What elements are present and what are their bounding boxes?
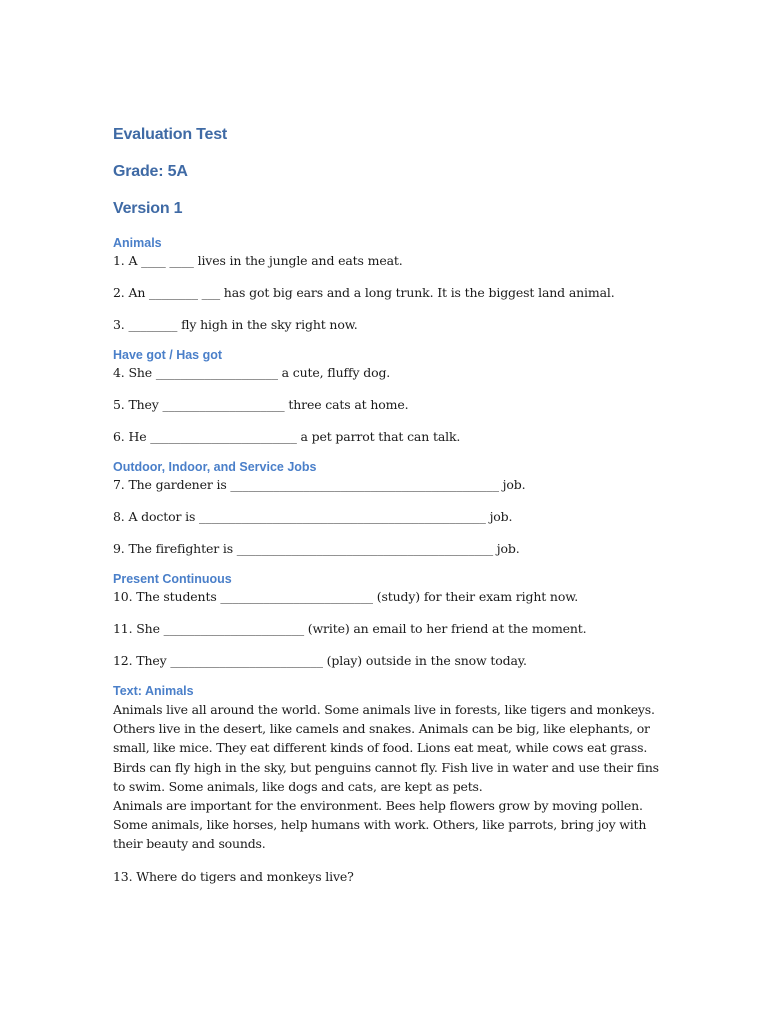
question-7: 7. The gardener is ____________________________________________ job.: [113, 477, 526, 492]
document-title: Evaluation Test: [113, 126, 228, 143]
question-12: 12. They _________________________ (play) outside in the snow today.: [113, 653, 527, 668]
question-13: 13. Where do tigers and monkeys live?: [113, 868, 354, 884]
question-8: 8. A doctor is _______________________________________________ job.: [113, 509, 513, 524]
reading-paragraph-2: Animals are important for the environment. Bees help flowers grow by moving pollen. Some animals, like horses, help humans with work. Others, like parrots, bring joy with their beauty and sounds.: [113, 798, 647, 852]
question-10: 10. The students _________________________ (study) for their exam right now.: [113, 589, 579, 604]
question-5: 5. They ____________________ three cats at home.: [113, 397, 409, 412]
question-4: 4. She ____________________ a cute, fluffy dog.: [113, 365, 391, 380]
section-heading-text-animals: Text: Animals: [113, 684, 194, 698]
version-heading: Version 1: [113, 200, 183, 217]
question-3: 3. ________ fly high in the sky right now.: [113, 317, 358, 332]
grade-heading: Grade: 5A: [113, 163, 188, 180]
question-2: 2. An ________ ___ has got big ears and a long trunk. It is the biggest land animal.: [113, 285, 615, 300]
question-1: 1. A ____ ____ lives in the jungle and eats meat.: [113, 253, 403, 268]
reading-paragraph-1: Animals live all around the world. Some animals live in forests, like tigers and monkeys. Others live in the desert, like camels and snakes. Animals can be big, like elephants, or small, like mice. They eat different kinds of food. Lions eat meat, while cows eat grass. Birds can fly high in the sky, but penguins cannot fly. Fish live in water and use their fins to swim. Some animals, like dogs and cats, are kept as pets.: [113, 702, 659, 794]
section-heading-present-continuous: Present Continuous: [113, 572, 232, 586]
section-heading-animals: Animals: [113, 236, 162, 250]
question-6: 6. He ________________________ a pet parrot that can talk.: [113, 429, 461, 444]
document-page: [113, 124, 673, 886]
section-heading-jobs: Outdoor, Indoor, and Service Jobs: [113, 460, 317, 474]
question-11: 11. She _______________________ (write) an email to her friend at the moment.: [113, 621, 587, 636]
question-9: 9. The firefighter is __________________________________________ job.: [113, 541, 520, 556]
section-heading-have-got: Have got / Has got: [113, 348, 223, 362]
